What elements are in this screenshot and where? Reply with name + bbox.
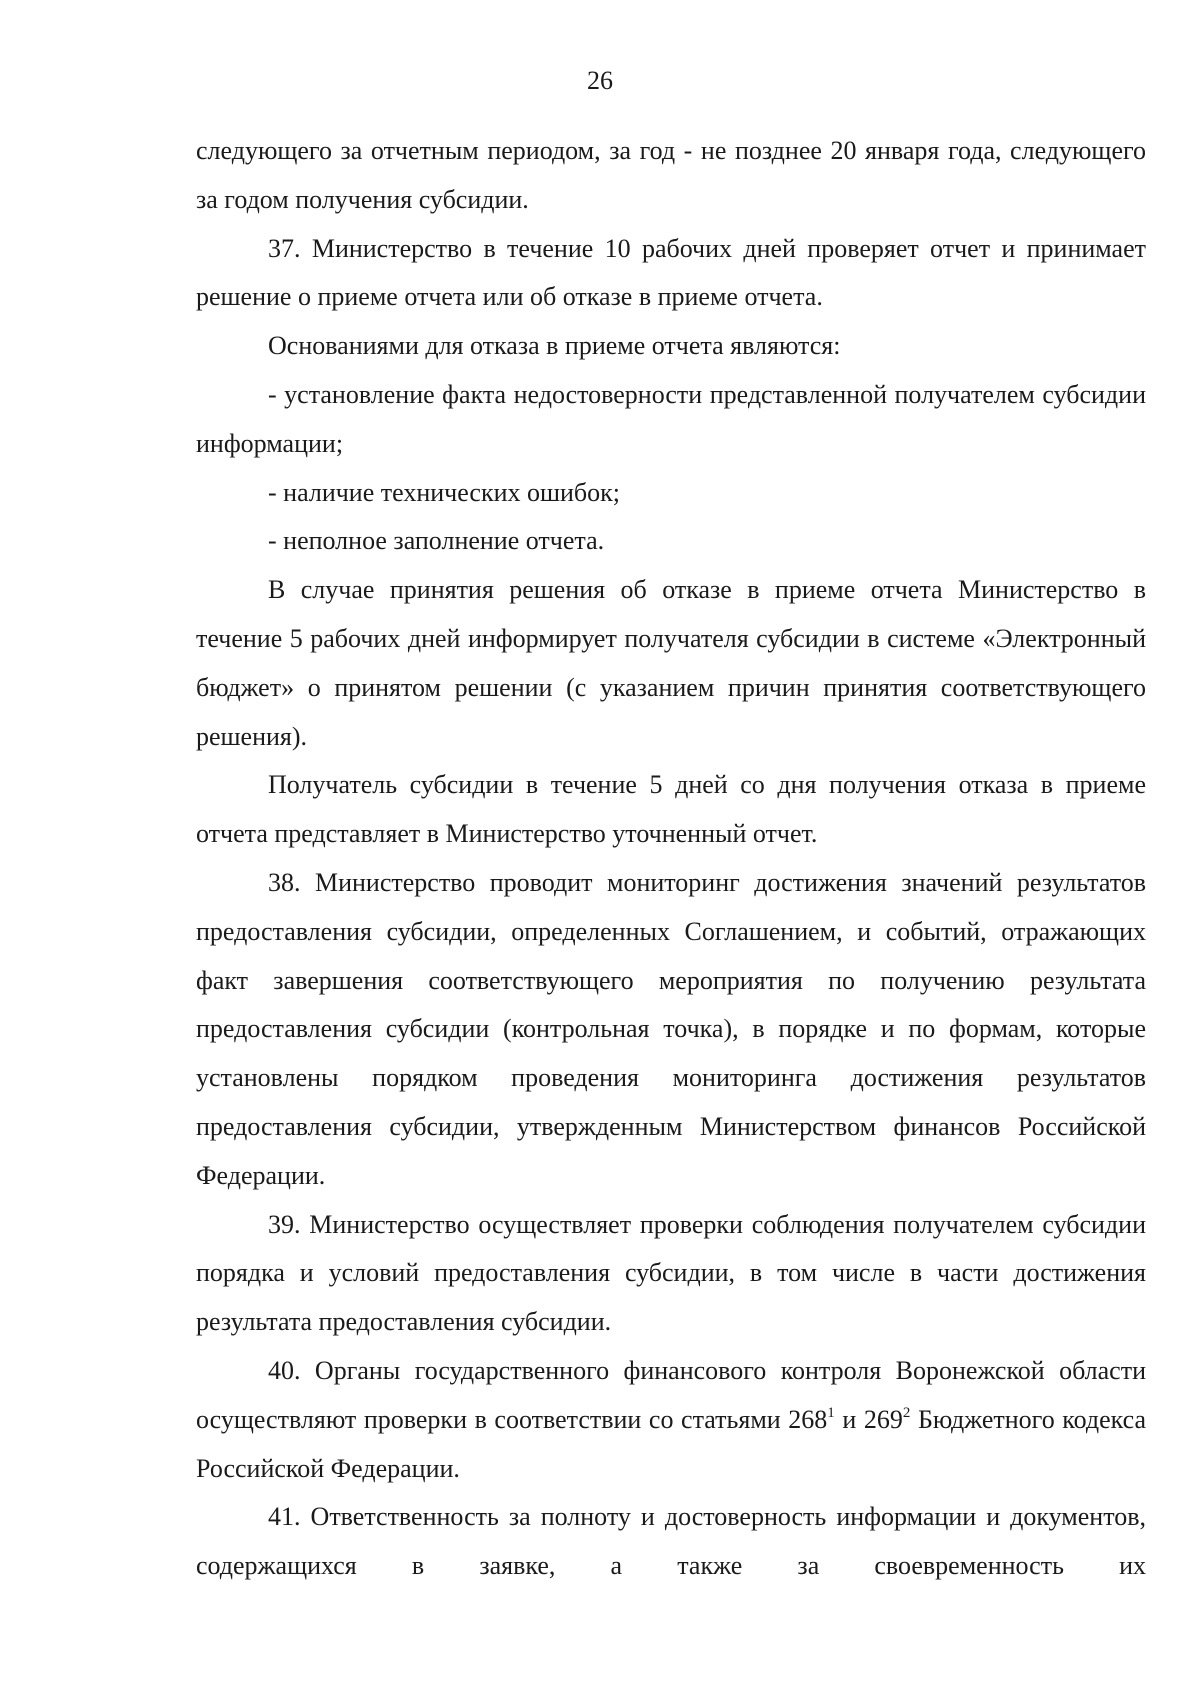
clause-40-text-part1: 40. Органы государственного финансового контроля Воронежской области осуществляют проверки в соответствии со статьями 268: [196, 1355, 1146, 1434]
paragraph-refusal-grounds: Основаниями для отказа в приеме отчета являются:: [268, 331, 841, 361]
superscript-article-268: 1: [827, 1404, 835, 1421]
clause-40-text-part3: Бюджетного кодекса Российской Федерации.: [196, 1404, 1146, 1483]
paragraph-clause-37: 37. Министерство в течение 10 рабочих дней проверяет отчет и принимает решение о приеме отчета или об отказе в приеме отчета.: [196, 233, 1146, 312]
page-number: 26: [587, 66, 613, 95]
paragraph-clause-41: 41. Ответственность за полноту и достоверность информации и документов, содержащихся в заявке, а также за своевременность их: [196, 1502, 1146, 1581]
paragraph-refusal-notification: В случае принятия решения об отказе в приеме отчета Министерство в течение 5 рабочих дней информирует получателя субсидии в системе «Электронный бюджет» о принятом решении (с указанием причин принятия соответствующего решения).: [196, 575, 1146, 751]
paragraph-clause-40: [196, 1347, 1146, 1493]
document-body: [196, 127, 1146, 1591]
superscript-article-269: 2: [902, 1404, 911, 1421]
paragraph-clause-38: 38. Министерство проводит мониторинг достижения значений результатов предоставления субсидии, определенных Соглашением, и событий, отражающих факт завершения соответствующего мероприятия по получению результата предоставления субсидии (контрольная точка), в порядке и по формам, которые установлены порядком проведения мониторинга достижения результатов предоставления субсидии, утвержденным Министерством финансов Российской Федерации.: [196, 867, 1146, 1190]
list-item-false-information: - установление факта недостоверности представленной получателем субсидии информации;: [196, 379, 1146, 458]
paragraph-clause-39: 39. Министерство осуществляет проверки соблюдения получателем субсидии порядка и условий предоставления субсидии, в том числе в части достижения результата предоставления субсидии.: [196, 1209, 1146, 1337]
list-item-technical-errors: - наличие технических ошибок;: [268, 477, 621, 507]
clause-40-text-part2: и 269: [834, 1404, 903, 1434]
paragraph-continuation: следующего за отчетным периодом, за год - не позднее 20 января года, следующего за годом получения субсидии.: [196, 136, 1146, 214]
list-item-incomplete-report: - неполное заполнение отчета.: [268, 526, 605, 556]
paragraph-corrected-report: Получатель субсидии в течение 5 дней со дня получения отказа в приеме отчета представляет в Министерство уточненный отчет.: [196, 770, 1146, 849]
